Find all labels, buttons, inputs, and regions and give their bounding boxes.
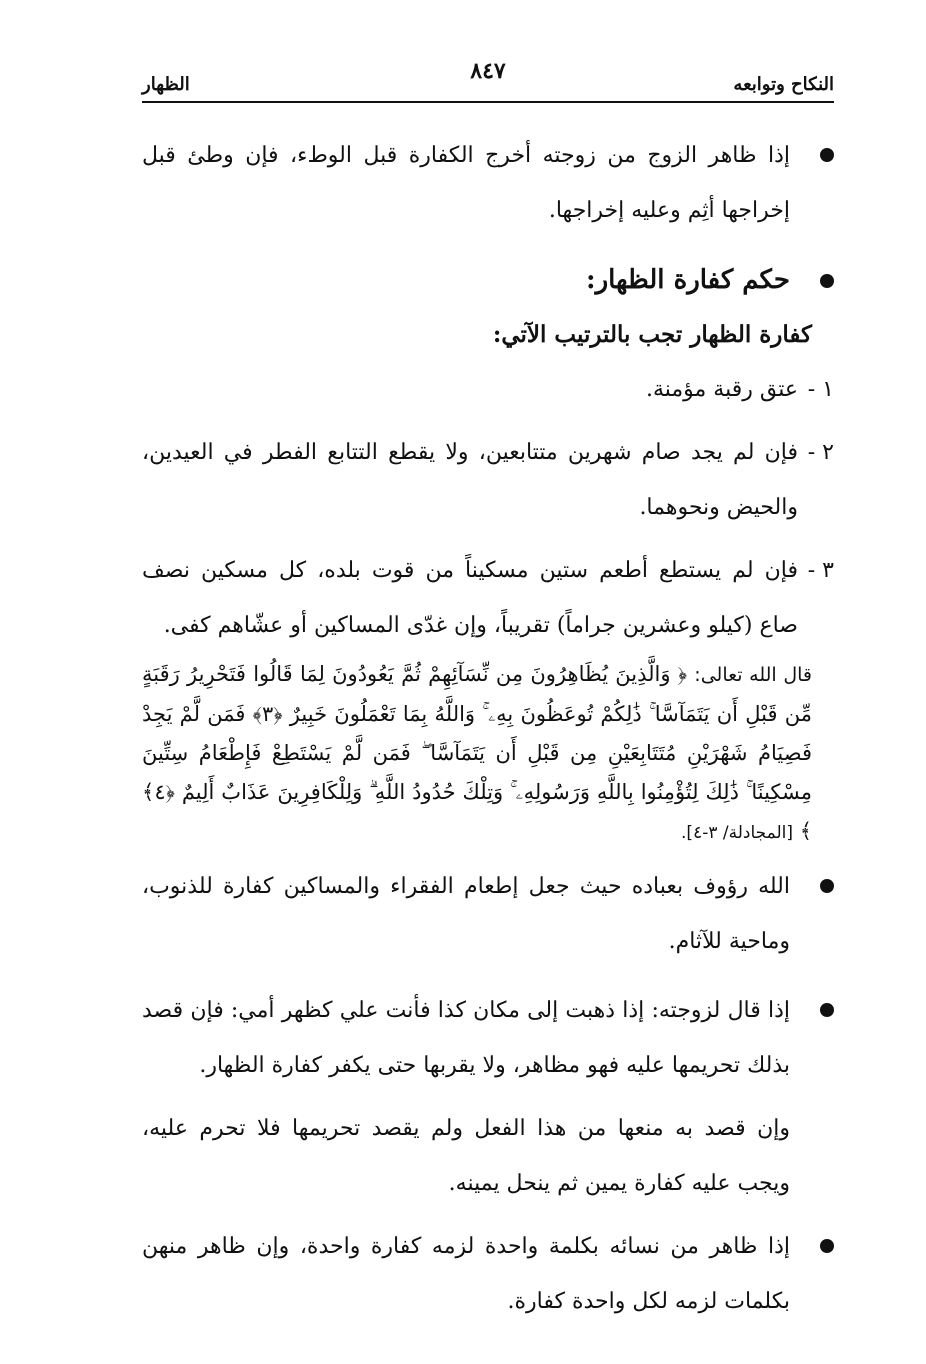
item-text: فإن لم يستطع أطعم ستين مسكيناً من قوت بلده، كل مسكين نصف صاع (كيلو وعشرين جراماً) تقريباً، وإن غدّى المساكين أو عشّاهم كفى. bbox=[142, 558, 798, 638]
paragraph-expiation-before-intercourse bbox=[142, 128, 834, 238]
bullet-icon bbox=[820, 879, 834, 893]
paragraph-text: إذا ظاهر الزوج من زوجته أخرج الكفارة قبل الوطء، فإن وطئ قبل إخراجها أثِم وعليه إخراجها. bbox=[142, 143, 790, 223]
page-body bbox=[142, 128, 834, 1329]
paragraph-text: الله رؤوف بعباده حيث جعل إطعام الفقراء والمساكين كفارة للذنوب، وماحية للآثام. bbox=[142, 874, 790, 954]
paragraph-text: إذا قال لزوجته: إذا ذهبت إلى مكان كذا فأنت علي كظهر أمي: فإن قصد بذلك تحريمها عليه فهو مظاهر، ولا يقربها حتى يكفر كفارة الظهار. bbox=[142, 998, 790, 1078]
list-item bbox=[142, 543, 834, 653]
paragraph-text: وإن قصد به منعها من هذا الفعل ولم يقصد تحريمها فلا تحرم عليه، ويجب عليه كفارة يمين ثم ينحل يمينه. bbox=[142, 1116, 790, 1196]
verse-reference: [المجادلة/ ٣-٤]. bbox=[681, 823, 793, 843]
heading-text: حكم كفارة الظهار: bbox=[585, 265, 790, 295]
paragraph-multiple-wives bbox=[142, 1219, 834, 1329]
running-header bbox=[142, 58, 834, 100]
section-title: الظهار bbox=[142, 74, 190, 95]
header-rule bbox=[142, 101, 834, 103]
section-heading bbox=[142, 252, 834, 308]
quran-verse: ﴿ وَالَّذِينَ يُظَاهِرُونَ مِن نِّسَآئِهِمْ ثُمَّ يَعُودُونَ لِمَا قَالُوا فَتَحْرِيرُ رَقَبَةٍ مِّن قَبْلِ أَن يَتَمَآسَّا ۚ ذَٰلِكُمْ تُوعَظُونَ بِهِۦ ۚ وَاللَّهُ بِمَا تَعْمَلُونَ خَبِيرٌ ﴿٣﴾ فَمَن لَّمْ يَجِدْ فَصِيَامُ شَهْرَيْنِ مُتَتَابِعَيْنِ مِن قَبْلِ أَن يَتَمَآسَّا ۖ فَمَن لَّمْ يَسْتَطِعْ فَإِطْعَامُ سِتِّينَ مِسْكِينًا ۚ ذَٰلِكَ لِتُؤْمِنُوا بِاللَّهِ وَرَسُولِهِۦ ۚ وَتِلْكَ حُدُودُ اللَّهِ ۗ وَلِلْكَافِرِينَ عَذَابٌ أَلِيمٌ ﴿٤﴾ ﴾ bbox=[142, 662, 812, 843]
bullet-icon bbox=[820, 1003, 834, 1017]
paragraph-oath-expiation bbox=[142, 1101, 834, 1211]
item-number: ١ - bbox=[807, 377, 834, 402]
list-item bbox=[142, 362, 834, 417]
bullet-icon bbox=[820, 274, 834, 288]
page-number: ٨٤٧ bbox=[470, 58, 506, 84]
bullet-icon bbox=[820, 148, 834, 162]
item-text: عتق رقبة مؤمنة. bbox=[645, 377, 798, 402]
item-number: ٢ - bbox=[807, 440, 834, 465]
bullet-icon bbox=[820, 1239, 834, 1253]
paragraph-mercy bbox=[142, 859, 834, 969]
subheading-text: كفارة الظهار تجب بالترتيب الآتي: bbox=[492, 321, 812, 348]
paragraph-conditional-zihar bbox=[142, 983, 834, 1093]
paragraph-text: إذا ظاهر من نسائه بكلمة واحدة لزمه كفارة واحدة، وإن ظاهر منهن بكلمات لزمه لكل واحدة كفارة. bbox=[142, 1234, 790, 1314]
list-item bbox=[142, 425, 834, 535]
item-number: ٣ - bbox=[807, 558, 834, 583]
item-text: فإن لم يجد صام شهرين متتابعين، ولا يقطع التتابع الفطر في العيدين، والحيض ونحوهما. bbox=[142, 440, 798, 520]
quran-quotation bbox=[142, 655, 834, 853]
chapter-title: النكاح وتوابعه bbox=[733, 74, 834, 95]
subheading bbox=[142, 308, 834, 362]
quotation-lead: قال الله تعالى: bbox=[694, 664, 812, 686]
